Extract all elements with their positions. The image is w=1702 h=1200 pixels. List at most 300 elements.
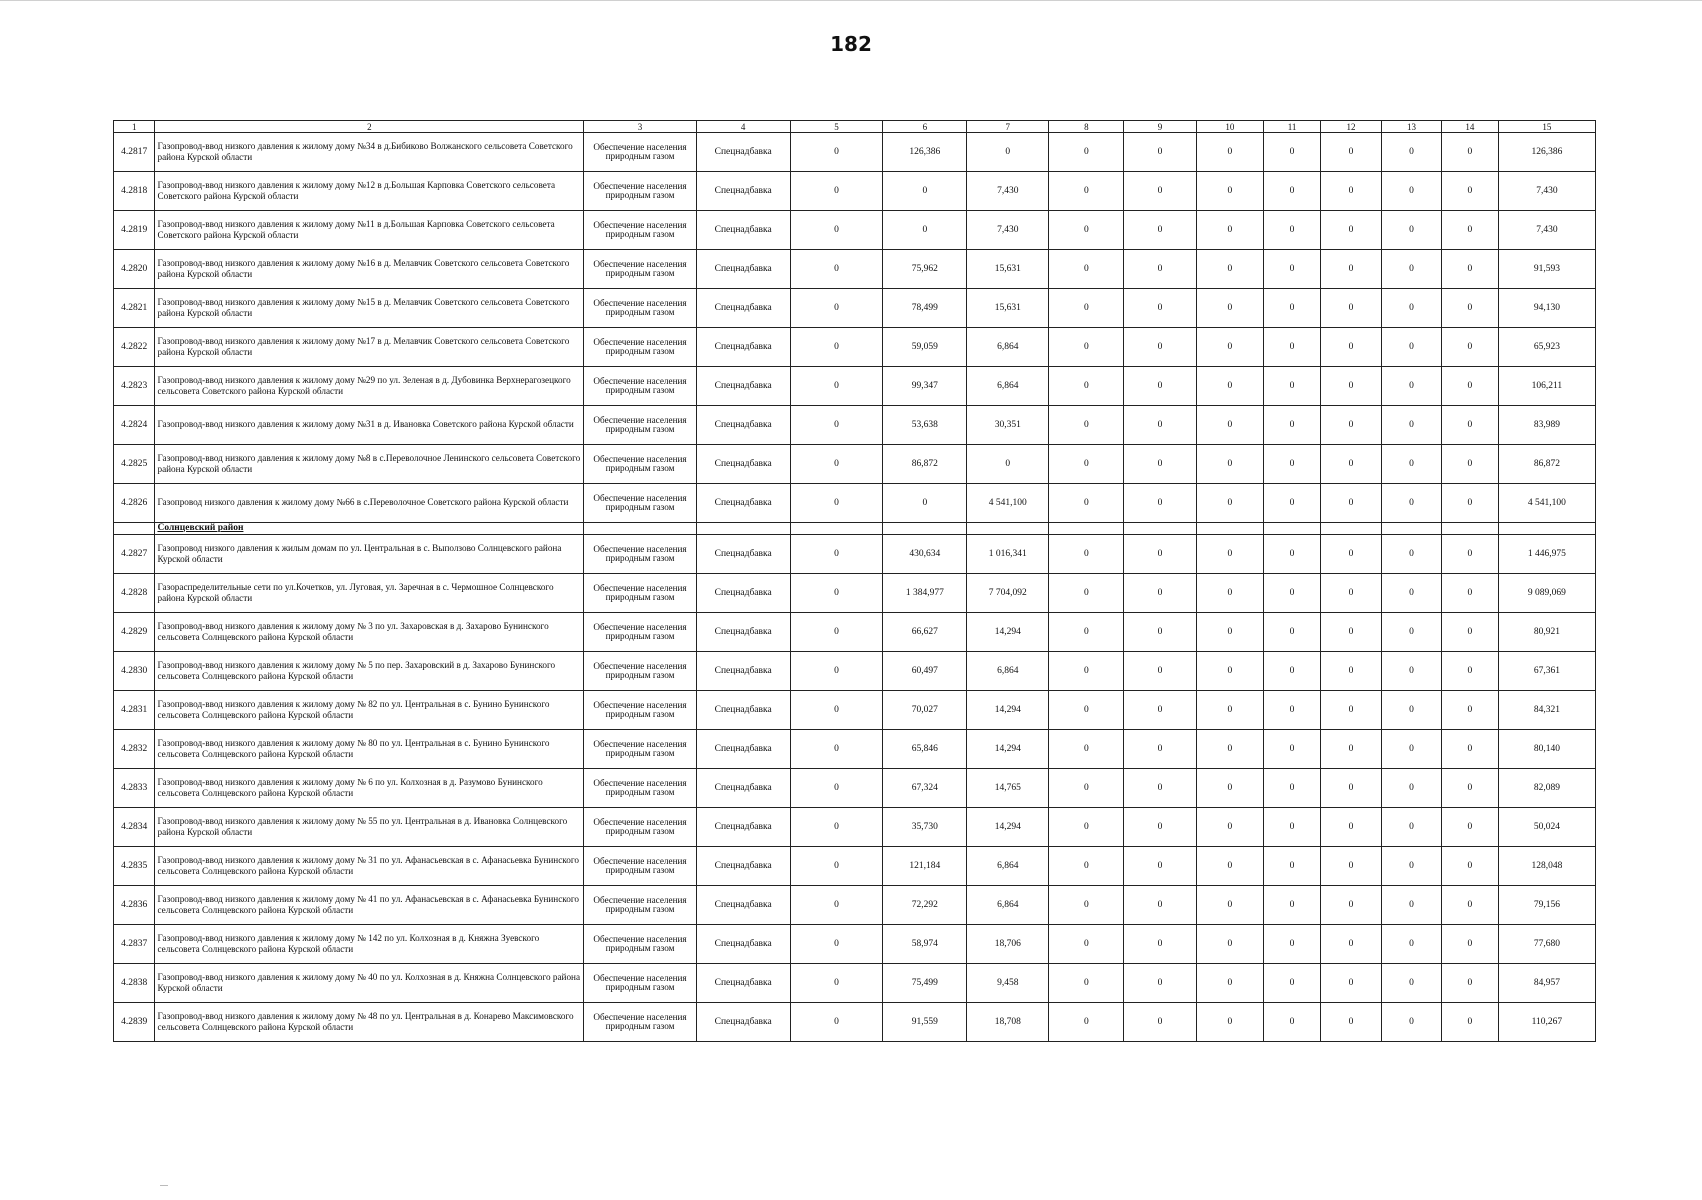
value-col-10: 0 xyxy=(1196,964,1264,1003)
purpose: Обеспечение населения природным газом xyxy=(584,964,696,1003)
value-col-11: 0 xyxy=(1264,328,1321,367)
row-id: 4.2831 xyxy=(114,691,155,730)
total-value: 7,430 xyxy=(1498,211,1595,250)
value-col-6: 430,634 xyxy=(883,535,967,574)
value-col-5: 0 xyxy=(790,886,883,925)
value-col-9: 0 xyxy=(1124,289,1196,328)
value-col-7: 14,294 xyxy=(967,808,1049,847)
funding-source: Спецнадбавка xyxy=(696,613,790,652)
purpose: Обеспечение населения природным газом xyxy=(584,289,696,328)
value-col-5: 0 xyxy=(790,730,883,769)
row-id: 4.2834 xyxy=(114,808,155,847)
value-col-14: 0 xyxy=(1442,730,1499,769)
object-name: Газопровод-ввод низкого давления к жилому дому № 3 по ул. Захаровская в д. Захарово Бунинского сельсовета Солнцевского района Курской области xyxy=(155,613,584,652)
value-col-13: 0 xyxy=(1382,847,1442,886)
row-id: 4.2822 xyxy=(114,328,155,367)
value-col-10: 0 xyxy=(1196,445,1264,484)
value-col-11: 0 xyxy=(1264,133,1321,172)
value-col-8: 0 xyxy=(1049,172,1124,211)
total-value: 80,140 xyxy=(1498,730,1595,769)
row-id: 4.2839 xyxy=(114,1003,155,1042)
total-value: 65,923 xyxy=(1498,328,1595,367)
table-row xyxy=(114,211,1596,250)
section-empty-cell xyxy=(1498,523,1595,535)
value-col-11: 0 xyxy=(1264,574,1321,613)
value-col-13: 0 xyxy=(1382,691,1442,730)
row-id: 4.2833 xyxy=(114,769,155,808)
table-row xyxy=(114,847,1596,886)
table-row xyxy=(114,886,1596,925)
value-col-12: 0 xyxy=(1320,730,1381,769)
total-value: 79,156 xyxy=(1498,886,1595,925)
value-col-7: 15,631 xyxy=(967,289,1049,328)
section-empty-cell xyxy=(1264,523,1321,535)
purpose: Обеспечение населения природным газом xyxy=(584,367,696,406)
value-col-9: 0 xyxy=(1124,133,1196,172)
value-col-8: 0 xyxy=(1049,691,1124,730)
value-col-12: 0 xyxy=(1320,847,1381,886)
value-col-9: 0 xyxy=(1124,535,1196,574)
value-col-8: 0 xyxy=(1049,484,1124,523)
object-name: Газопровод-ввод низкого давления к жилому дому № 142 по ул. Колхозная в д. Княжна Зуевского сельсовета Солнцевского района Курской области xyxy=(155,925,584,964)
value-col-13: 0 xyxy=(1382,328,1442,367)
value-col-12: 0 xyxy=(1320,211,1381,250)
value-col-6: 78,499 xyxy=(883,289,967,328)
object-name: Газопровод-ввод низкого давления к жилому дому № 5 по пер. Захаровский в д. Захарово Бунинского сельсовета Солнцевского района Курской области xyxy=(155,652,584,691)
value-col-11: 0 xyxy=(1264,886,1321,925)
value-col-6: 0 xyxy=(883,484,967,523)
value-col-13: 0 xyxy=(1382,211,1442,250)
value-col-14: 0 xyxy=(1442,886,1499,925)
value-col-8: 0 xyxy=(1049,211,1124,250)
section-empty-cell xyxy=(584,523,696,535)
value-col-7: 14,294 xyxy=(967,691,1049,730)
value-col-7: 18,706 xyxy=(967,925,1049,964)
value-col-12: 0 xyxy=(1320,133,1381,172)
value-col-8: 0 xyxy=(1049,328,1124,367)
value-col-14: 0 xyxy=(1442,613,1499,652)
value-col-11: 0 xyxy=(1264,1003,1321,1042)
value-col-10: 0 xyxy=(1196,847,1264,886)
value-col-8: 0 xyxy=(1049,367,1124,406)
object-name: Газопровод-ввод низкого давления к жилому дому №29 по ул. Зеленая в д. Дубовинка Верхнерагозецкого сельсовета Советского района Курской области xyxy=(155,367,584,406)
value-col-8: 0 xyxy=(1049,808,1124,847)
value-col-5: 0 xyxy=(790,964,883,1003)
table-row xyxy=(114,172,1596,211)
value-col-7: 18,708 xyxy=(967,1003,1049,1042)
value-col-12: 0 xyxy=(1320,808,1381,847)
object-name: Газопровод-ввод низкого давления к жилому дому №34 в д.Бибиково Волжанского сельсовета Советского района Курской области xyxy=(155,133,584,172)
table-row xyxy=(114,769,1596,808)
row-id: 4.2838 xyxy=(114,964,155,1003)
value-col-11: 0 xyxy=(1264,535,1321,574)
value-col-9: 0 xyxy=(1124,484,1196,523)
table-row xyxy=(114,574,1596,613)
value-col-10: 0 xyxy=(1196,289,1264,328)
value-col-5: 0 xyxy=(790,535,883,574)
value-col-5: 0 xyxy=(790,613,883,652)
purpose: Обеспечение населения природным газом xyxy=(584,730,696,769)
funding-source: Спецнадбавка xyxy=(696,730,790,769)
table-row xyxy=(114,652,1596,691)
value-col-11: 0 xyxy=(1264,652,1321,691)
value-col-12: 0 xyxy=(1320,445,1381,484)
value-col-13: 0 xyxy=(1382,367,1442,406)
value-col-7: 7 704,092 xyxy=(967,574,1049,613)
value-col-14: 0 xyxy=(1442,484,1499,523)
section-empty-cell xyxy=(967,523,1049,535)
value-col-7: 6,864 xyxy=(967,367,1049,406)
value-col-13: 0 xyxy=(1382,886,1442,925)
value-col-13: 0 xyxy=(1382,613,1442,652)
value-col-14: 0 xyxy=(1442,328,1499,367)
row-id: 4.2817 xyxy=(114,133,155,172)
funding-source: Спецнадбавка xyxy=(696,289,790,328)
value-col-6: 53,638 xyxy=(883,406,967,445)
value-col-5: 0 xyxy=(790,406,883,445)
purpose: Обеспечение населения природным газом xyxy=(584,445,696,484)
value-col-6: 75,962 xyxy=(883,250,967,289)
value-col-14: 0 xyxy=(1442,367,1499,406)
value-col-14: 0 xyxy=(1442,574,1499,613)
funding-source: Спецнадбавка xyxy=(696,133,790,172)
table-row xyxy=(114,691,1596,730)
section-row xyxy=(114,523,1596,535)
value-col-8: 0 xyxy=(1049,886,1124,925)
value-col-7: 6,864 xyxy=(967,328,1049,367)
value-col-9: 0 xyxy=(1124,964,1196,1003)
total-value: 110,267 xyxy=(1498,1003,1595,1042)
row-id: 4.2824 xyxy=(114,406,155,445)
table-row xyxy=(114,406,1596,445)
value-col-11: 0 xyxy=(1264,289,1321,328)
object-name: Газопровод-ввод низкого давления к жилому дому № 31 по ул. Афанасьевская в с. Афанасьевка Бунинского сельсовета Солнцевского района Курской области xyxy=(155,847,584,886)
row-id: 4.2821 xyxy=(114,289,155,328)
total-value: 9 089,069 xyxy=(1498,574,1595,613)
value-col-8: 0 xyxy=(1049,769,1124,808)
table-row xyxy=(114,808,1596,847)
funding-source: Спецнадбавка xyxy=(696,691,790,730)
value-col-7: 7,430 xyxy=(967,211,1049,250)
value-col-13: 0 xyxy=(1382,250,1442,289)
value-col-8: 0 xyxy=(1049,847,1124,886)
purpose: Обеспечение населения природным газом xyxy=(584,484,696,523)
value-col-10: 0 xyxy=(1196,925,1264,964)
value-col-11: 0 xyxy=(1264,172,1321,211)
object-name: Газопровод-ввод низкого давления к жилому дому №17 в д. Мелавчик Советского сельсовета Советского района Курской области xyxy=(155,328,584,367)
funding-source: Спецнадбавка xyxy=(696,172,790,211)
section-empty-cell xyxy=(1196,523,1264,535)
value-col-9: 0 xyxy=(1124,652,1196,691)
value-col-9: 0 xyxy=(1124,769,1196,808)
value-col-9: 0 xyxy=(1124,847,1196,886)
value-col-9: 0 xyxy=(1124,211,1196,250)
value-col-9: 0 xyxy=(1124,445,1196,484)
page-number: 182 xyxy=(830,32,872,56)
funding-source: Спецнадбавка xyxy=(696,964,790,1003)
value-col-10: 0 xyxy=(1196,691,1264,730)
total-value: 86,872 xyxy=(1498,445,1595,484)
total-value: 4 541,100 xyxy=(1498,484,1595,523)
column-number: 6 xyxy=(883,121,967,133)
value-col-13: 0 xyxy=(1382,730,1442,769)
value-col-8: 0 xyxy=(1049,133,1124,172)
funding-source: Спецнадбавка xyxy=(696,652,790,691)
value-col-7: 15,631 xyxy=(967,250,1049,289)
table-row xyxy=(114,964,1596,1003)
value-col-11: 0 xyxy=(1264,691,1321,730)
purpose: Обеспечение населения природным газом xyxy=(584,925,696,964)
value-col-7: 14,294 xyxy=(967,730,1049,769)
row-id: 4.2819 xyxy=(114,211,155,250)
column-number: 8 xyxy=(1049,121,1124,133)
funding-source: Спецнадбавка xyxy=(696,847,790,886)
value-col-9: 0 xyxy=(1124,691,1196,730)
row-id: 4.2836 xyxy=(114,886,155,925)
value-col-10: 0 xyxy=(1196,367,1264,406)
section-empty-cell xyxy=(1124,523,1196,535)
value-col-11: 0 xyxy=(1264,484,1321,523)
value-col-7: 6,864 xyxy=(967,652,1049,691)
value-col-9: 0 xyxy=(1124,574,1196,613)
total-value: 83,989 xyxy=(1498,406,1595,445)
value-col-13: 0 xyxy=(1382,172,1442,211)
column-number: 9 xyxy=(1124,121,1196,133)
object-name: Газопровод-ввод низкого давления к жилому дому № 6 по ул. Колхозная в д. Разумово Бунинского сельсовета Солнцевского района Курской области xyxy=(155,769,584,808)
funding-source: Спецнадбавка xyxy=(696,574,790,613)
value-col-6: 91,559 xyxy=(883,1003,967,1042)
value-col-6: 70,027 xyxy=(883,691,967,730)
value-col-10: 0 xyxy=(1196,328,1264,367)
purpose: Обеспечение населения природным газом xyxy=(584,886,696,925)
value-col-5: 0 xyxy=(790,367,883,406)
object-name: Газопровод-ввод низкого давления к жилому дому №16 в д. Мелавчик Советского сельсовета Советского района Курской области xyxy=(155,250,584,289)
value-col-7: 7,430 xyxy=(967,172,1049,211)
object-name: Газопровод-ввод низкого давления к жилому дому № 82 по ул. Центральная в с. Бунино Бунинского сельсовета Солнцевского района Курской области xyxy=(155,691,584,730)
value-col-5: 0 xyxy=(790,574,883,613)
total-value: 50,024 xyxy=(1498,808,1595,847)
funding-source: Спецнадбавка xyxy=(696,769,790,808)
value-col-12: 0 xyxy=(1320,652,1381,691)
section-title: Солнцевский район xyxy=(155,523,584,535)
value-col-14: 0 xyxy=(1442,406,1499,445)
value-col-13: 0 xyxy=(1382,535,1442,574)
value-col-12: 0 xyxy=(1320,172,1381,211)
purpose: Обеспечение населения природным газом xyxy=(584,211,696,250)
value-col-14: 0 xyxy=(1442,172,1499,211)
value-col-12: 0 xyxy=(1320,925,1381,964)
object-name: Газопровод низкого давления к жилому дому №66 в с.Переволочное Советского района Курской области xyxy=(155,484,584,523)
column-number-header xyxy=(114,121,1596,133)
table-row xyxy=(114,484,1596,523)
column-number: 2 xyxy=(155,121,584,133)
value-col-11: 0 xyxy=(1264,406,1321,445)
value-col-5: 0 xyxy=(790,328,883,367)
funding-source: Спецнадбавка xyxy=(696,925,790,964)
value-col-9: 0 xyxy=(1124,406,1196,445)
row-id: 4.2832 xyxy=(114,730,155,769)
value-col-10: 0 xyxy=(1196,250,1264,289)
value-col-9: 0 xyxy=(1124,925,1196,964)
column-number: 14 xyxy=(1442,121,1499,133)
value-col-6: 86,872 xyxy=(883,445,967,484)
purpose: Обеспечение населения природным газом xyxy=(584,652,696,691)
funding-source: Спецнадбавка xyxy=(696,886,790,925)
value-col-11: 0 xyxy=(1264,613,1321,652)
row-id: 4.2835 xyxy=(114,847,155,886)
table-row xyxy=(114,289,1596,328)
table-row xyxy=(114,250,1596,289)
value-col-13: 0 xyxy=(1382,445,1442,484)
value-col-7: 9,458 xyxy=(967,964,1049,1003)
value-col-7: 30,351 xyxy=(967,406,1049,445)
table-row xyxy=(114,328,1596,367)
value-col-7: 14,294 xyxy=(967,613,1049,652)
value-col-6: 121,184 xyxy=(883,847,967,886)
value-col-10: 0 xyxy=(1196,535,1264,574)
column-number: 13 xyxy=(1382,121,1442,133)
total-value: 67,361 xyxy=(1498,652,1595,691)
purpose: Обеспечение населения природным газом xyxy=(584,574,696,613)
value-col-9: 0 xyxy=(1124,808,1196,847)
value-col-7: 6,864 xyxy=(967,847,1049,886)
value-col-8: 0 xyxy=(1049,613,1124,652)
column-number: 1 xyxy=(114,121,155,133)
object-name: Газопровод-ввод низкого давления к жилому дому № 55 по ул. Центральная в д. Ивановка Солнцевского района Курской области xyxy=(155,808,584,847)
value-col-10: 0 xyxy=(1196,172,1264,211)
table-row xyxy=(114,925,1596,964)
value-col-10: 0 xyxy=(1196,808,1264,847)
value-col-7: 1 016,341 xyxy=(967,535,1049,574)
funding-source: Спецнадбавка xyxy=(696,445,790,484)
value-col-8: 0 xyxy=(1049,535,1124,574)
value-col-12: 0 xyxy=(1320,328,1381,367)
object-name: Газораспределительные сети по ул.Кочетков, ул. Луговая, ул. Заречная в с. Чермошное Солнцевского района Курской области xyxy=(155,574,584,613)
value-col-10: 0 xyxy=(1196,574,1264,613)
value-col-7: 14,765 xyxy=(967,769,1049,808)
object-name: Газопровод-ввод низкого давления к жилому дому № 40 по ул. Колхозная в д. Княжна Солнцевского района Курской области xyxy=(155,964,584,1003)
value-col-8: 0 xyxy=(1049,652,1124,691)
value-col-6: 99,347 xyxy=(883,367,967,406)
value-col-5: 0 xyxy=(790,652,883,691)
value-col-14: 0 xyxy=(1442,964,1499,1003)
column-number: 5 xyxy=(790,121,883,133)
purpose: Обеспечение населения природным газом xyxy=(584,172,696,211)
column-number: 7 xyxy=(967,121,1049,133)
column-number: 3 xyxy=(584,121,696,133)
value-col-10: 0 xyxy=(1196,211,1264,250)
funding-source: Спецнадбавка xyxy=(696,211,790,250)
object-name: Газопровод-ввод низкого давления к жилому дому №15 в д. Мелавчик Советского сельсовета Советского района Курской области xyxy=(155,289,584,328)
value-col-5: 0 xyxy=(790,847,883,886)
value-col-5: 0 xyxy=(790,172,883,211)
total-value: 7,430 xyxy=(1498,172,1595,211)
value-col-10: 0 xyxy=(1196,133,1264,172)
value-col-10: 0 xyxy=(1196,886,1264,925)
total-value: 77,680 xyxy=(1498,925,1595,964)
table-row xyxy=(114,133,1596,172)
value-col-5: 0 xyxy=(790,133,883,172)
value-col-10: 0 xyxy=(1196,406,1264,445)
table-row xyxy=(114,1003,1596,1042)
value-col-14: 0 xyxy=(1442,847,1499,886)
value-col-12: 0 xyxy=(1320,250,1381,289)
value-col-14: 0 xyxy=(1442,535,1499,574)
total-value: 1 446,975 xyxy=(1498,535,1595,574)
value-col-11: 0 xyxy=(1264,250,1321,289)
row-id: 4.2837 xyxy=(114,925,155,964)
value-col-14: 0 xyxy=(1442,289,1499,328)
value-col-10: 0 xyxy=(1196,730,1264,769)
funding-source: Спецнадбавка xyxy=(696,406,790,445)
value-col-14: 0 xyxy=(1442,652,1499,691)
purpose: Обеспечение населения природным газом xyxy=(584,250,696,289)
value-col-11: 0 xyxy=(1264,964,1321,1003)
value-col-11: 0 xyxy=(1264,769,1321,808)
section-empty-cell xyxy=(1320,523,1381,535)
object-name: Газопровод-ввод низкого давления к жилому дому № 48 по ул. Центральная в д. Конарево Максимовского сельсовета Солнцевского района Курской области xyxy=(155,1003,584,1042)
value-col-10: 0 xyxy=(1196,1003,1264,1042)
object-name: Газопровод-ввод низкого давления к жилому дому №11 в д.Большая Карповка Советского сельсовета Советского района Курской области xyxy=(155,211,584,250)
value-col-12: 0 xyxy=(1320,406,1381,445)
value-col-11: 0 xyxy=(1264,808,1321,847)
value-col-10: 0 xyxy=(1196,484,1264,523)
value-col-6: 0 xyxy=(883,172,967,211)
purpose: Обеспечение населения природным газом xyxy=(584,847,696,886)
value-col-12: 0 xyxy=(1320,964,1381,1003)
value-col-8: 0 xyxy=(1049,289,1124,328)
total-value: 91,593 xyxy=(1498,250,1595,289)
object-name: Газопровод-ввод низкого давления к жилому дому №12 в д.Большая Карповка Советского сельсовета Советского района Курской области xyxy=(155,172,584,211)
value-col-6: 60,497 xyxy=(883,652,967,691)
funding-source: Спецнадбавка xyxy=(696,367,790,406)
value-col-13: 0 xyxy=(1382,808,1442,847)
row-id: 4.2825 xyxy=(114,445,155,484)
total-value: 84,321 xyxy=(1498,691,1595,730)
value-col-14: 0 xyxy=(1442,211,1499,250)
value-col-14: 0 xyxy=(1442,133,1499,172)
value-col-14: 0 xyxy=(1442,691,1499,730)
value-col-12: 0 xyxy=(1320,769,1381,808)
value-col-14: 0 xyxy=(1442,1003,1499,1042)
value-col-5: 0 xyxy=(790,250,883,289)
value-col-9: 0 xyxy=(1124,367,1196,406)
value-col-8: 0 xyxy=(1049,730,1124,769)
table-row xyxy=(114,730,1596,769)
value-col-5: 0 xyxy=(790,445,883,484)
value-col-12: 0 xyxy=(1320,367,1381,406)
value-col-8: 0 xyxy=(1049,964,1124,1003)
value-col-9: 0 xyxy=(1124,328,1196,367)
value-col-13: 0 xyxy=(1382,133,1442,172)
value-col-9: 0 xyxy=(1124,172,1196,211)
value-col-14: 0 xyxy=(1442,808,1499,847)
value-col-12: 0 xyxy=(1320,535,1381,574)
funding-source: Спецнадбавка xyxy=(696,535,790,574)
value-col-11: 0 xyxy=(1264,211,1321,250)
page-frame-edge xyxy=(0,0,1702,1)
value-col-13: 0 xyxy=(1382,289,1442,328)
value-col-10: 0 xyxy=(1196,613,1264,652)
section-empty-cell xyxy=(1049,523,1124,535)
total-value: 94,130 xyxy=(1498,289,1595,328)
value-col-13: 0 xyxy=(1382,406,1442,445)
funding-source: Спецнадбавка xyxy=(696,250,790,289)
table-row xyxy=(114,367,1596,406)
value-col-5: 0 xyxy=(790,925,883,964)
value-col-9: 0 xyxy=(1124,1003,1196,1042)
value-col-9: 0 xyxy=(1124,730,1196,769)
